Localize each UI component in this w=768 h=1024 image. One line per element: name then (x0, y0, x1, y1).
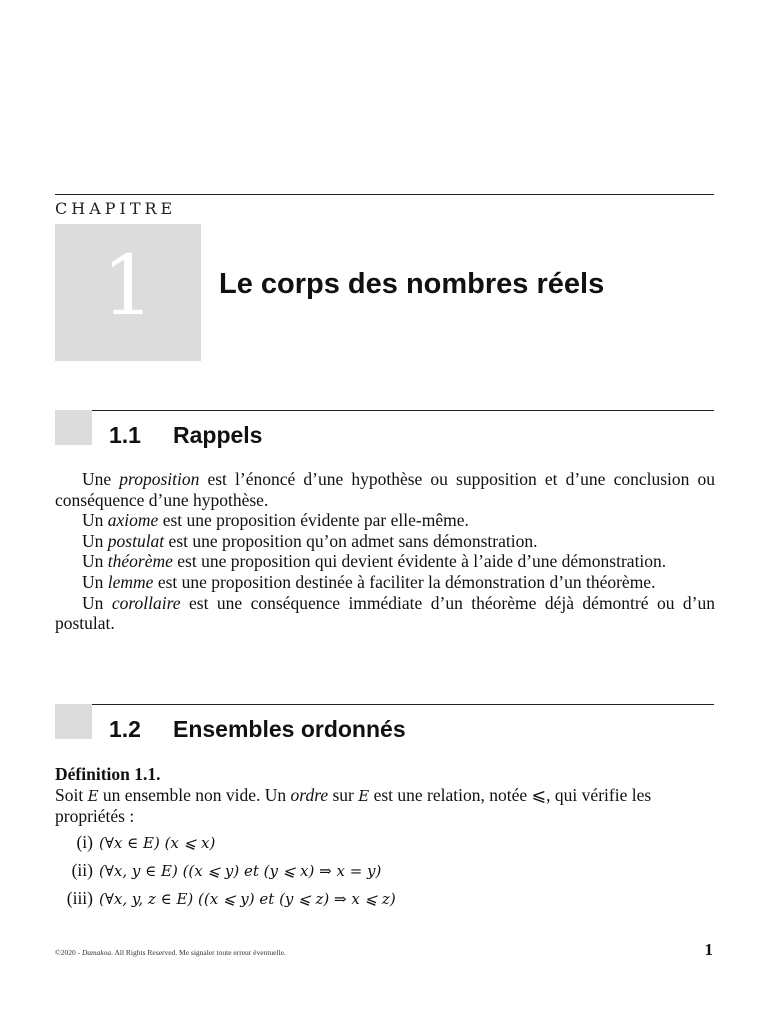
section-2-rule (92, 704, 714, 705)
section-2-marker (55, 704, 92, 739)
section-1-heading (109, 422, 262, 449)
rappels-body (55, 469, 715, 634)
rappel-paragraph: Un lemme est une proposition destinée à faciliter la démonstration d’un théorème. (82, 571, 656, 592)
property-label: (iii) (66, 888, 93, 908)
chapter-number-box (55, 224, 201, 361)
term-postulat: postulat (107, 530, 165, 551)
rappel-paragraph: Un corollaire est une conséquence immédiate d’un théorème déjà démontré ou d’un postulat. (55, 592, 715, 634)
section-1-marker (55, 410, 92, 445)
section-2-title: Ensembles ordonnés (173, 716, 406, 742)
term-lemme: lemme (107, 571, 154, 592)
rappel-paragraph: Un théorème est une proposition qui devient évidente à l’aide d’une démonstration. (82, 551, 667, 572)
section-2-number: 1.2 (109, 716, 141, 742)
chapter-number: 1 (101, 239, 155, 334)
term-proposition: proposition (119, 469, 200, 489)
term-axiome: axiome (107, 510, 159, 531)
rappel-paragraph: Une proposition est l’énoncé d’une hypothèse ou supposition et d’une conclusion ou conséquence d’une hypothèse. (55, 469, 716, 510)
rappel-paragraph: Un postulat est une proposition qu’on admet sans démonstration. (82, 530, 538, 551)
property-formula: (∀x, y ∈ E) ((x ⩽ y) et (y ⩽ x) ⇒ x = y) (99, 862, 382, 880)
section-1-number: 1.1 (109, 422, 141, 448)
property-item (55, 888, 396, 909)
property-label: (i) (76, 832, 93, 852)
section-1-title: Rappels (173, 422, 263, 448)
term-theoreme: théorème (107, 551, 173, 572)
term-ordre: ordre (290, 784, 329, 805)
property-formula: (∀x ∈ E) (x ⩽ x) (99, 834, 216, 852)
definition-title: Définition 1.1. (55, 764, 161, 784)
copyright-footer: ©2020 - Damakoa. All Rights Reserved. Me signaler toute erreur éventuelle. (55, 948, 286, 957)
chapter-label: CHAPITRE (55, 199, 177, 218)
chapter-title: Le corps des nombres réels (219, 268, 605, 300)
definition-text: Soit E un ensemble non vide. Un ordre sur E est une relation, notée ⩽, qui vérifie les propriétés : (55, 784, 652, 827)
property-item (55, 860, 381, 881)
property-item (55, 832, 215, 853)
property-label: (ii) (71, 860, 93, 880)
definition-block (55, 764, 715, 827)
section-2-heading (109, 716, 406, 743)
property-formula: (∀x, y, z ∈ E) ((x ⩽ y) et (y ⩽ z) ⇒ x ⩽ z) (99, 890, 396, 908)
section-1-rule (92, 410, 714, 411)
rappel-paragraph: Un axiome est une proposition évidente par elle-même. (82, 510, 469, 531)
chapter-top-rule (55, 194, 714, 195)
term-corollaire: corollaire (111, 592, 181, 613)
page-number: 1 (704, 940, 713, 959)
